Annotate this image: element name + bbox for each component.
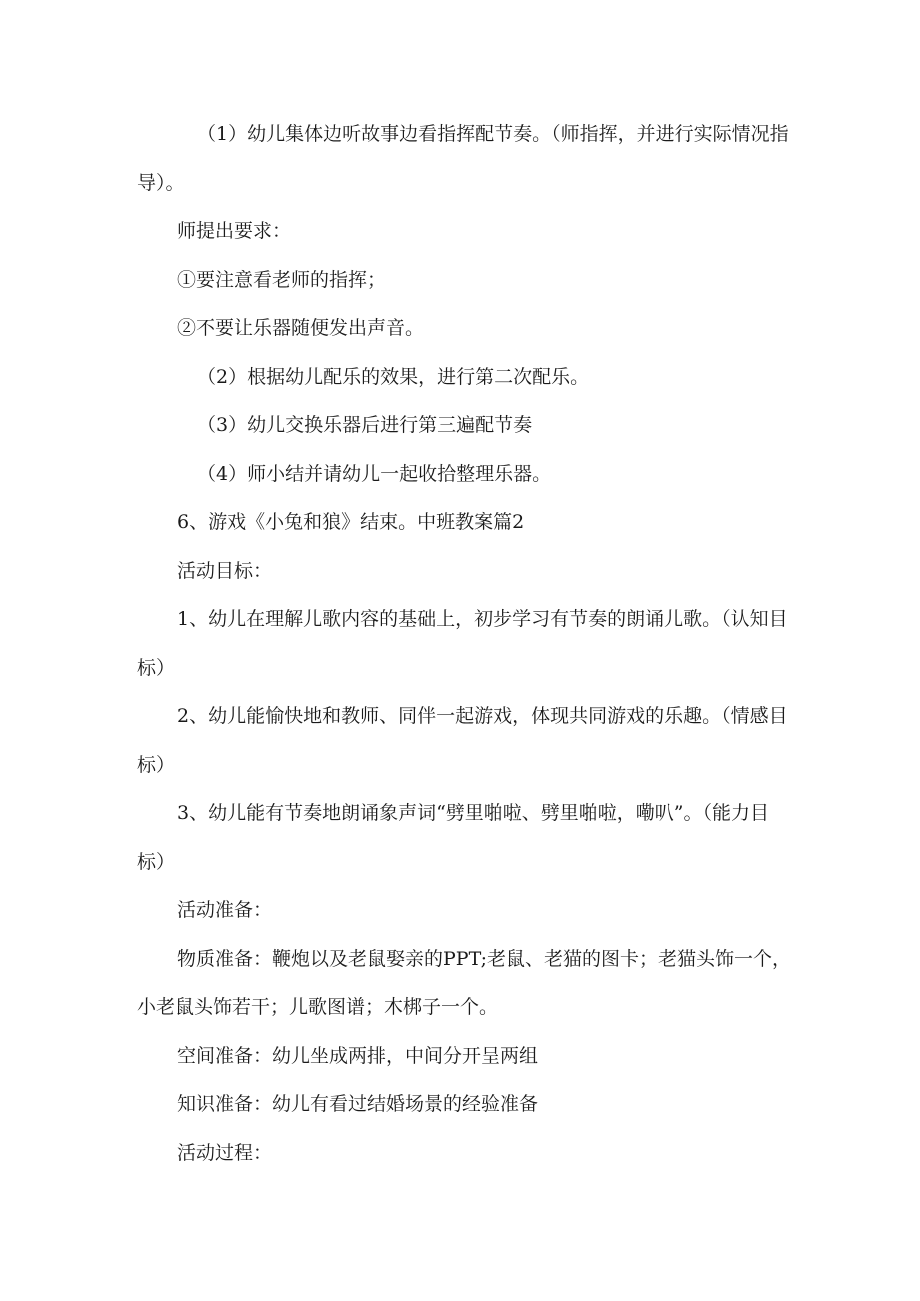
paragraph-teacher-requirements: 师提出要求： xyxy=(177,220,292,242)
paragraph-goal-1: 1、幼儿在理解儿歌内容的基础上，初步学习有节奏的朗诵儿歌。（认知目标） xyxy=(137,608,788,679)
paragraph-requirement-1: ①要注意看老师的指挥； xyxy=(177,268,387,291)
document-body xyxy=(137,110,797,1177)
heading-activity-preparation: 活动准备： xyxy=(177,899,273,921)
paragraph-goal-3: 3、幼儿能有节奏地朗诵象声词“劈里啪啦、劈里啪啦，嘞叭”。（能力目标） xyxy=(137,802,770,873)
paragraph-step-2: （2）根据幼儿配乐的效果，进行第二次配乐。 xyxy=(197,365,590,388)
paragraph-knowledge-prep: 知识准备：幼儿有看过结婚场景的经验准备 xyxy=(177,1093,539,1115)
paragraph-space-prep: 空间准备：幼儿坐成两排，中间分开呈两组 xyxy=(177,1044,539,1067)
paragraph-step-3: （3）幼儿交换乐器后进行第三遍配节奏 xyxy=(197,414,533,436)
paragraph-step-1: （1）幼儿集体边听故事边看指挥配节奏。（师指挥，并进行实际情况指导）。 xyxy=(137,123,789,194)
paragraph-step-4: （4）师小结并请幼儿一起收拾整理乐器。 xyxy=(197,462,552,485)
heading-activity-goals: 活动目标： xyxy=(177,559,273,582)
heading-activity-process: 活动过程： xyxy=(177,1141,273,1164)
paragraph-goal-2: 2、幼儿能愉快地和教师、同伴一起游戏，体现共同游戏的乐趣。（情感目标） xyxy=(137,705,788,776)
paragraph-material-prep: 物质准备：鞭炮以及老鼠娶亲的PPT;老鼠、老猫的图卡；老猫头饰一个，小老鼠头饰若干；儿歌图谱；木梆子一个。 xyxy=(137,947,791,1018)
paragraph-requirement-2: ②不要让乐器随便发出声音。 xyxy=(177,317,425,339)
paragraph-game-end: 6、游戏《小兔和狼》结束。中班教案篇2 xyxy=(177,511,525,533)
